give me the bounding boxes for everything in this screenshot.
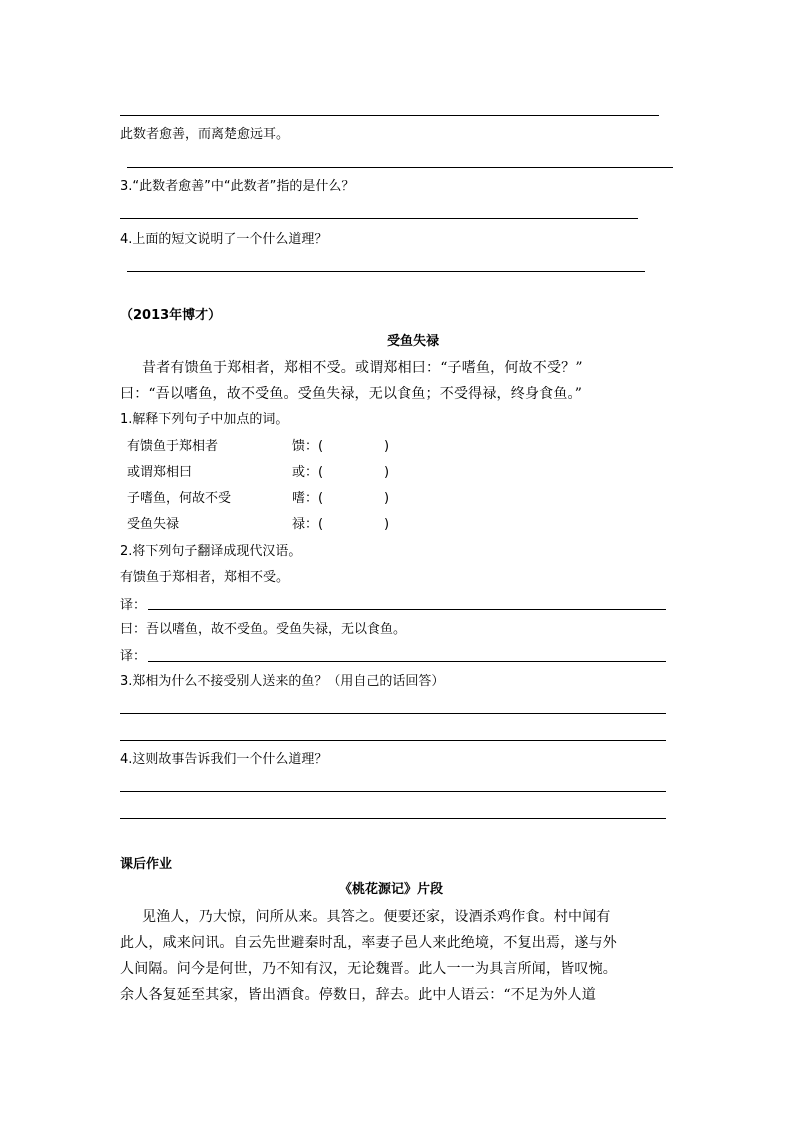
question-3: 3.“此数者愈善”中“此数者”指的是什么？ (120, 179, 355, 194)
answer-line[interactable] (120, 740, 666, 741)
answer-line[interactable] (120, 115, 659, 116)
q1-answer-blank[interactable]: ) (384, 491, 390, 506)
q1-sentence: 子嗜鱼，何故不受 (127, 491, 232, 506)
passage-line: 见渔人，乃大惊，问所从来。具答之。便要还家，设酒杀鸡作食。村中闻有 (142, 909, 611, 925)
answer-prompt-sentence: 此数者愈善，而离楚愈远耳。 (120, 127, 290, 142)
passage-line: 曰：“吾以嗜鱼，故不受鱼。受鱼失禄，无以食鱼；不受得禄，终身食鱼。” (120, 386, 583, 402)
question-4-lesson: 4.这则故事告诉我们一个什么道理？ (120, 752, 328, 767)
q1-sentence: 或谓郑相曰 (127, 465, 193, 480)
q1-word: 或：( (292, 465, 324, 480)
passage-line: 此人，咸来问讯。自云先世避秦时乱，率妻子邑人来此绝境，不复出焉，遂与外 (120, 935, 617, 951)
translate-label: 译： (120, 598, 147, 613)
passage-title: 《桃花源记》片段 (339, 882, 444, 897)
answer-line[interactable] (148, 609, 666, 610)
answer-line[interactable] (120, 713, 666, 714)
question-2: 2.将下列句子翻译成现代汉语。 (120, 544, 302, 559)
source-label: （2013年博才） (120, 308, 222, 323)
passage-title: 受鱼失禄 (387, 334, 440, 349)
q1-sentence: 有馈鱼于郑相者 (127, 439, 219, 454)
question-1: 1.解释下列句子中加点的词。 (120, 412, 289, 427)
q1-answer-blank[interactable]: ) (384, 465, 390, 480)
question-3-zheng: 3.郑相为什么不接受别人送来的鱼？（用自己的话回答） (120, 674, 445, 689)
translate-label: 译： (120, 649, 147, 664)
question-4: 4.上面的短文说明了一个什么道理？ (120, 232, 328, 247)
answer-line[interactable] (127, 167, 673, 168)
passage-line: 人间隔。问今是何世，乃不知有汉，无论魏晋。此人一一为具言所闻，皆叹惋。 (120, 961, 617, 977)
passage-line: 余人各复延至其家，皆出酒食。停数日，辞去。此中人语云：“不足为外人道 (120, 987, 596, 1003)
translate-sentence: 曰：吾以嗜鱼，故不受鱼。受鱼失禄，无以食鱼。 (120, 622, 407, 637)
answer-line[interactable] (148, 661, 666, 662)
answer-line[interactable] (120, 818, 666, 819)
q1-word: 嗜：( (292, 491, 324, 506)
q1-word: 馈：( (292, 439, 324, 454)
answer-line[interactable] (127, 271, 645, 272)
q1-word: 禄：( (292, 517, 324, 532)
answer-line[interactable] (120, 791, 666, 792)
q1-sentence: 受鱼失禄 (127, 517, 180, 532)
homework-heading: 课后作业 (120, 857, 173, 872)
q1-answer-blank[interactable]: ) (384, 517, 390, 532)
q1-answer-blank[interactable]: ) (384, 439, 390, 454)
translate-sentence: 有馈鱼于郑相者，郑相不受。 (120, 570, 290, 585)
answer-line[interactable] (120, 218, 638, 219)
passage-line: 昔者有馈鱼于郑相者，郑相不受。或谓郑相曰：“子嗜鱼，何故不受？” (142, 360, 583, 376)
